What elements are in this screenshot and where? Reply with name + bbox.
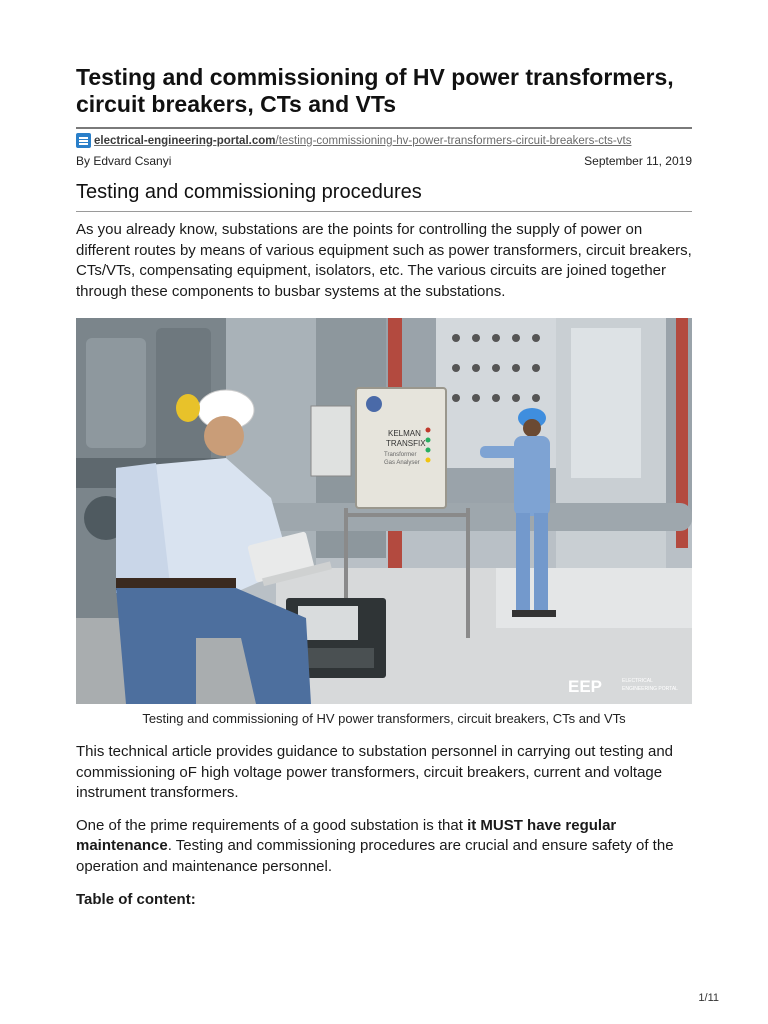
title-divider bbox=[76, 127, 692, 129]
section-heading: Testing and commissioning procedures bbox=[76, 181, 422, 203]
article-photo bbox=[76, 318, 692, 704]
eep-watermark-2: ENGINEERING PORTAL bbox=[622, 686, 678, 692]
author: By Edvard Csanyi bbox=[76, 154, 172, 168]
intro-paragraph: As you already know, substations are the points for controlling the supply of power on different routes by means of various equipment such as power transformers, circuit breakers, CTs/VTs, compensating equipment, isolators, etc. The various circuits are joined together through these components to busbar systems at the substations. bbox=[76, 221, 692, 300]
figure-caption: Testing and commissioning of HV power transformers, circuit breakers, CTs and VTs bbox=[142, 711, 626, 726]
device-label-2: TRANSFIX bbox=[386, 439, 426, 448]
paragraph-3-before: One of the prime requirements of a good substation is that bbox=[76, 816, 468, 834]
section-divider bbox=[76, 211, 692, 212]
source-link[interactable] bbox=[94, 135, 631, 147]
substation-photo bbox=[76, 318, 692, 704]
article-meta bbox=[76, 154, 692, 168]
publish-date: September 11, 2019 bbox=[584, 154, 692, 168]
page-number: 1/11 bbox=[698, 992, 719, 1004]
paragraph-3-bold: it MUST have regular maintenance bbox=[76, 816, 617, 854]
source-domain: electrical-engineering-portal.com bbox=[94, 134, 276, 147]
device-label-4: Gas Analyser bbox=[384, 460, 420, 466]
page-title: Testing and commissioning of HV power transformers, circuit breakers, CTs and VTs bbox=[76, 64, 674, 117]
source-line bbox=[76, 133, 692, 148]
device-label-3: Transformer bbox=[384, 452, 417, 458]
paragraph-3 bbox=[76, 816, 692, 878]
table-of-content-label: Table of content: bbox=[76, 891, 196, 908]
source-path: /testing-commissioning-hv-power-transformers-circuit-breakers-cts-vts bbox=[275, 134, 632, 147]
paragraph-3-after: . Testing and commissioning procedures are crucial and ensure safety of the operation and maintenance personnel. bbox=[76, 837, 674, 875]
paragraph-2: This technical article provides guidance to substation personnel in carrying out testing and commissioning oF high voltage power transformers, circuit breakers, current and voltage instrument transformers. bbox=[76, 743, 674, 801]
document-icon bbox=[76, 133, 91, 148]
article bbox=[76, 64, 692, 908]
eep-logo: EEP bbox=[568, 677, 603, 696]
device-label-1: KELMAN bbox=[388, 429, 421, 438]
eep-watermark-1: ELECTRICAL bbox=[622, 678, 653, 684]
